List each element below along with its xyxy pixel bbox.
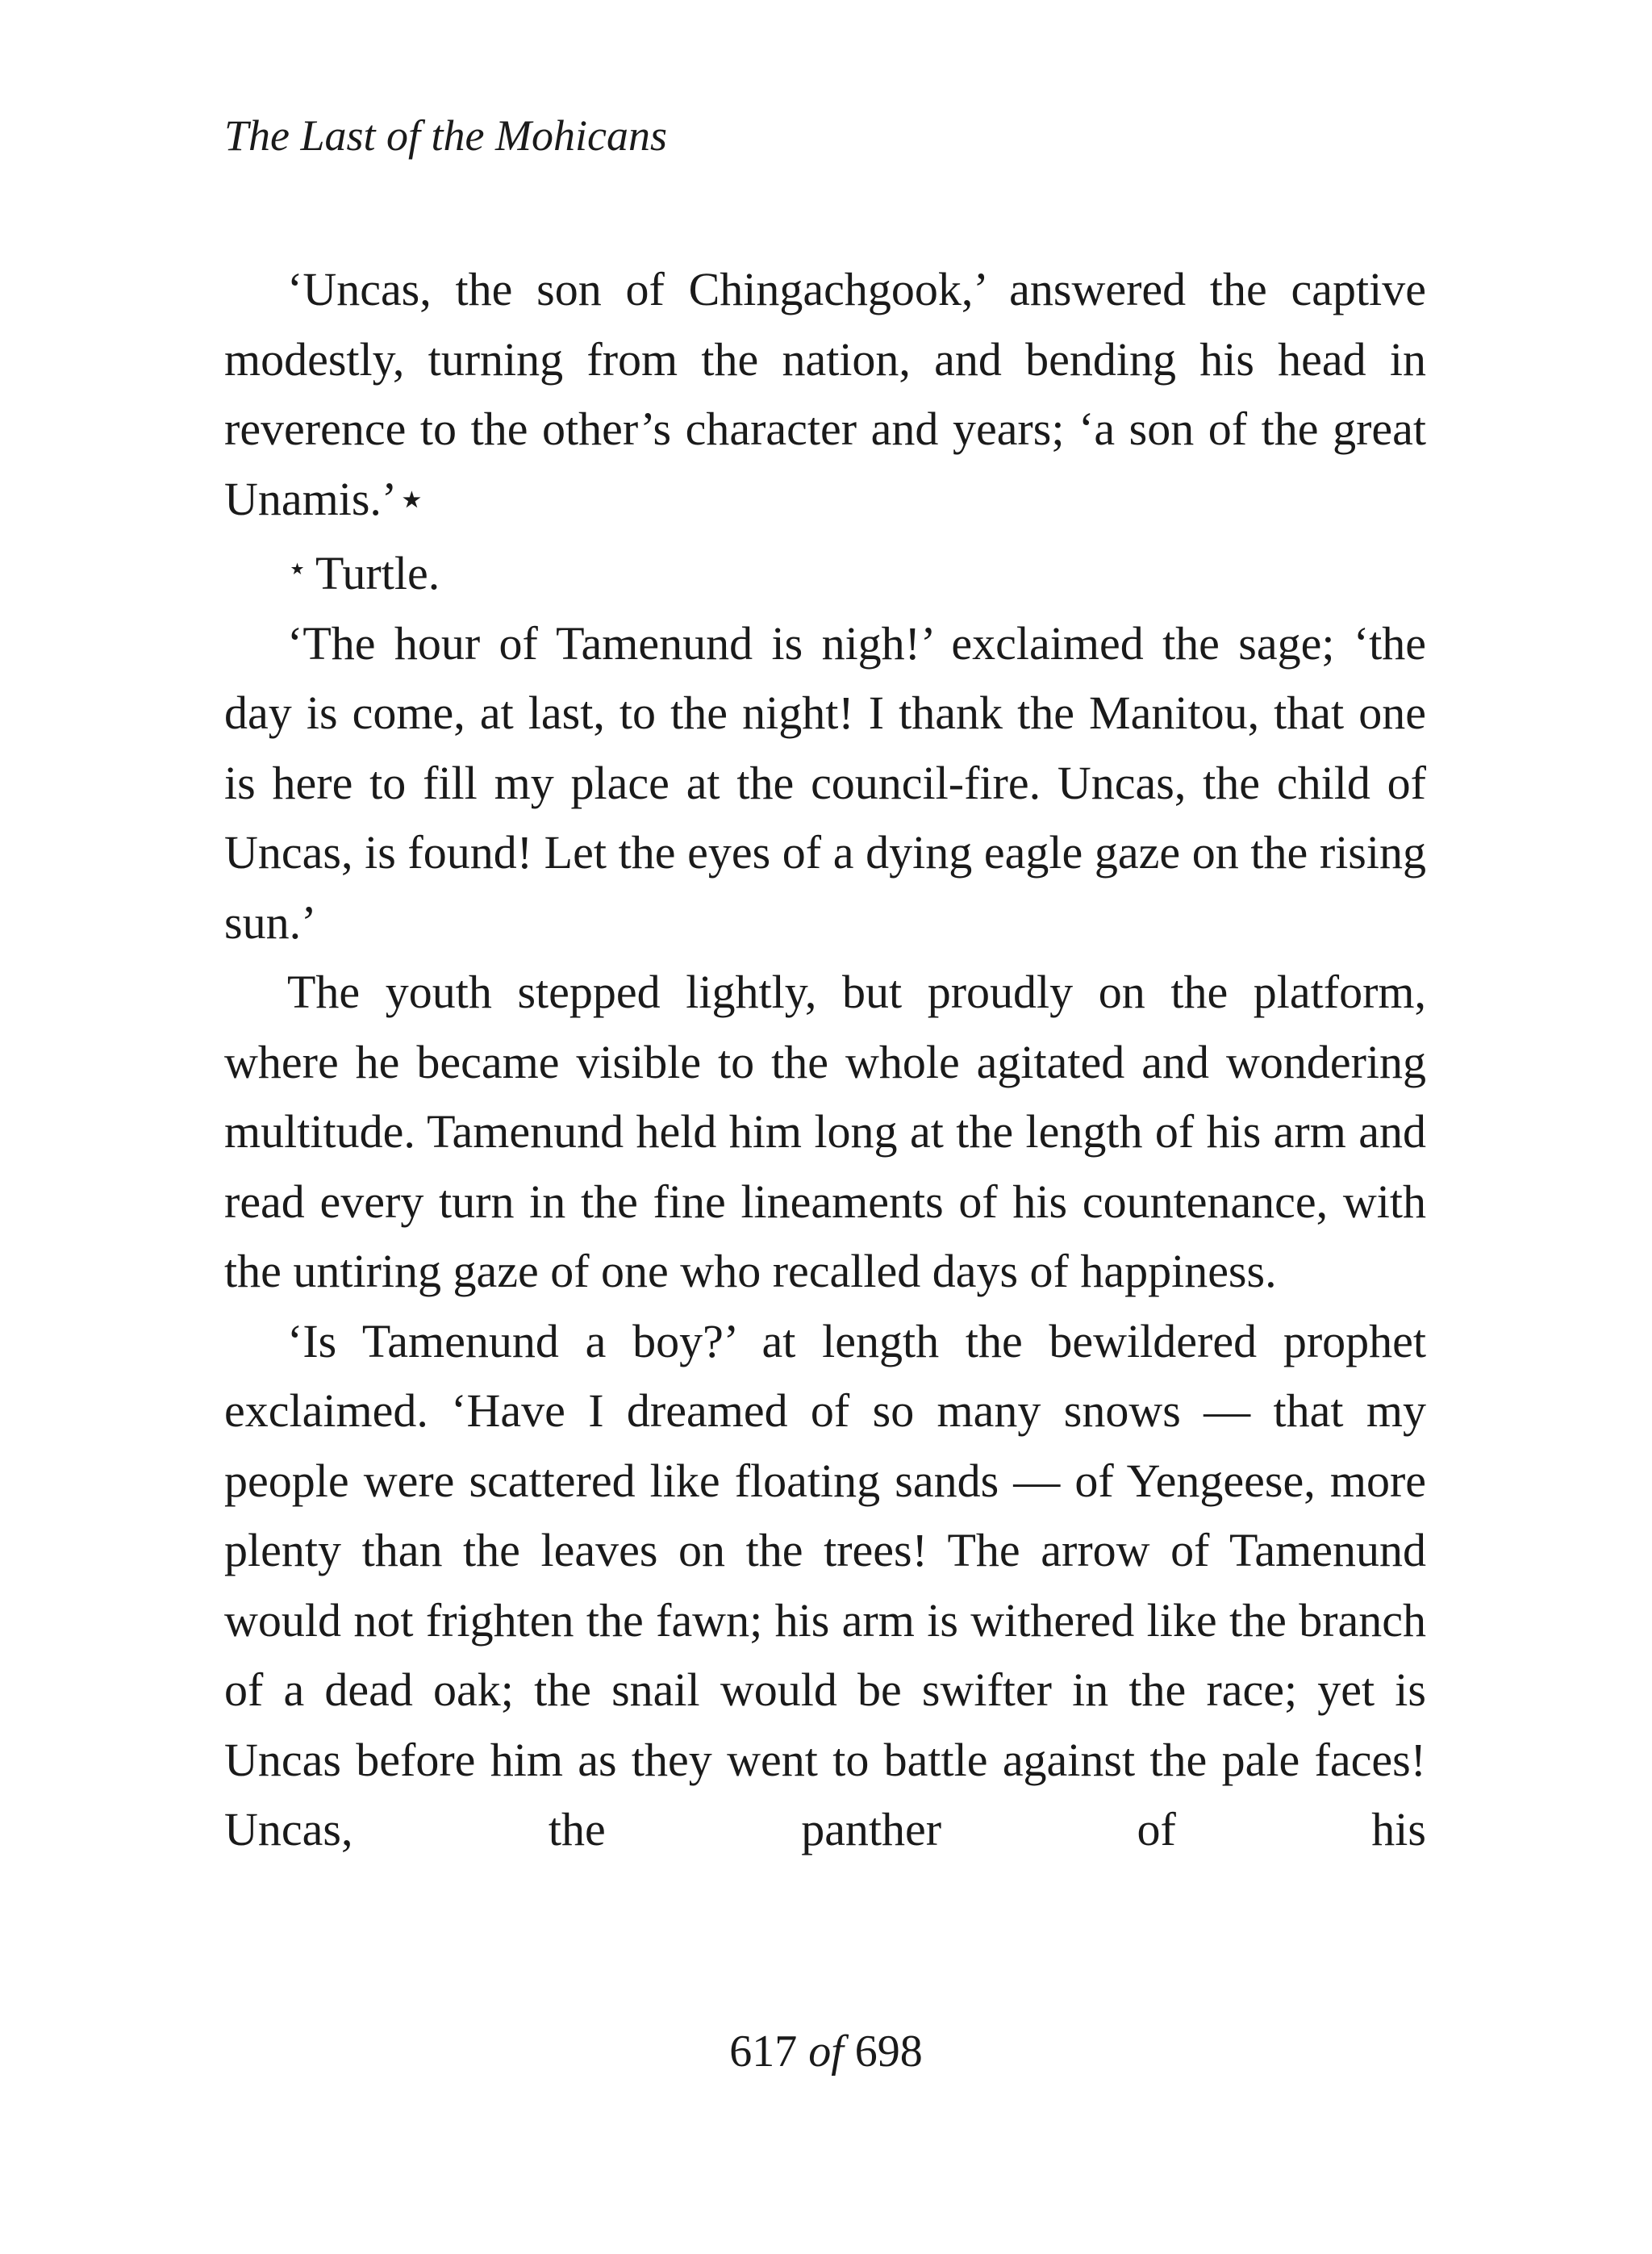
paragraph-2: ‘The hour of Tamenund is nigh!’ exclaimed the sage; ‘the day is come, at last, to the night! I thank the Manitou, that one is here to fill my place at the council-fire. Uncas, the child of Uncas, is found! Let the eyes of a dying eagle gaze on the rising sun.’ bbox=[224, 616, 1426, 949]
paragraph-4: ‘Is Tamenund a boy?’ at length the bewildered prophet exclaimed. ‘Have I dreamed of so many snows — that my people were scattered like floating sands — of Yengeese, more plenty than the leaves on the trees! The arrow of Tamenund would not frighten the fawn; his arm is withered like the branch of a dead oak; the snail would be swifter in the race; yet is Uncas before him as they went to battle against the pale faces! Uncas, the panther of his bbox=[224, 1314, 1426, 1855]
paragraph-3: The youth stepped lightly, but proudly on the platform, where he became visible to the whole agitated and wondering multitude. Tamenund held him long at the length of his arm and read every turn in the fine lineaments of his countenance, with the untiring gaze of one who recalled days of happiness. bbox=[224, 966, 1426, 1297]
page-total: 698 bbox=[854, 2027, 923, 2077]
footnote bbox=[224, 534, 1426, 609]
footnote-marker: ⋆ bbox=[287, 550, 308, 586]
page-current: 617 bbox=[729, 2027, 798, 2077]
page-number bbox=[0, 2019, 1652, 2084]
paragraph-1: ‘Uncas, the son of Chingachgook,’ answered the captive modestly, turning from the nation, and bending his head in reverence to the other’s character and years; ‘a son of the great Unamis.’⋆ bbox=[224, 263, 1426, 525]
body-text bbox=[224, 255, 1426, 1865]
running-head: The Last of the Mohicans bbox=[224, 111, 667, 160]
footnote-text: Turtle. bbox=[315, 547, 440, 599]
page-separator: of bbox=[808, 2027, 844, 2077]
